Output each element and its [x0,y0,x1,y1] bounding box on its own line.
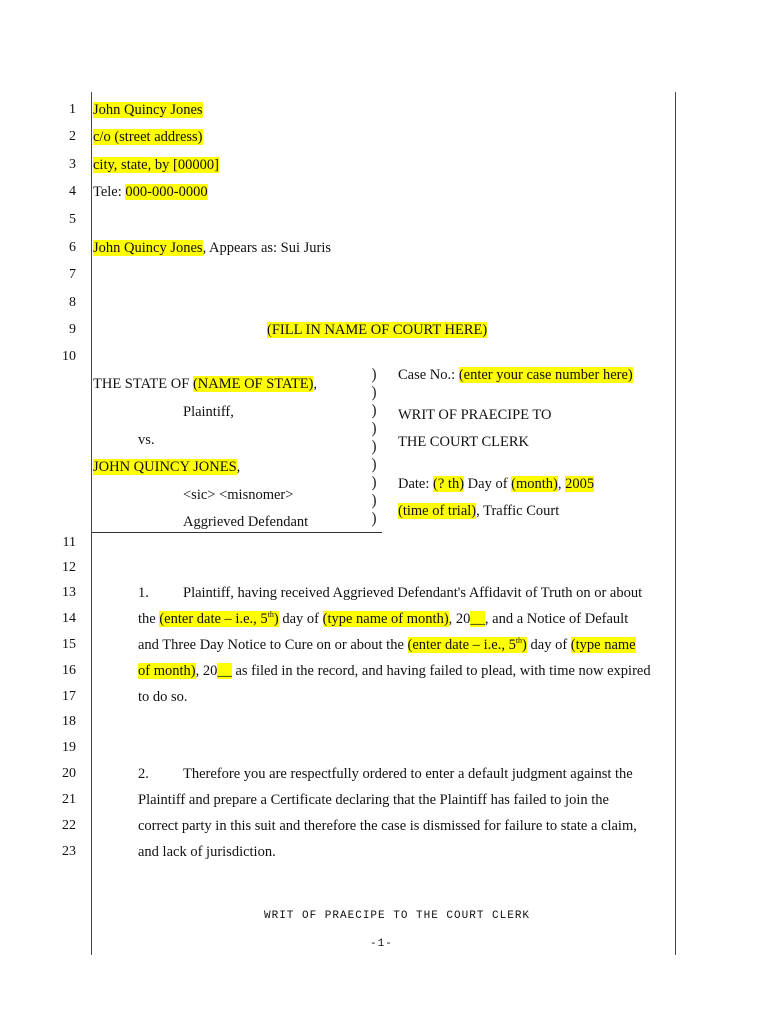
page-number: -1- [370,938,393,950]
case-number: (enter your case number here) [458,367,633,383]
line-number: 2 [69,129,76,144]
appears-line [93,239,331,257]
para2-line1: Therefore you are respectfully ordered to enter a default judgment against the [183,766,633,782]
state-prefix: THE STATE OF [93,376,193,392]
para1-month-placeholder-2b: of month) [138,663,196,679]
para1-l2-f: , 20 [448,611,471,627]
line-number: 10 [62,349,76,364]
header-city-text: city, state, by [00000] [93,157,219,173]
line-number: 12 [62,560,76,575]
para1-l3-a: and Three Day Notice to Cure on or about the [138,637,408,653]
caption-state [93,375,317,393]
state-suffix: , [313,376,318,392]
para1-year-blank-2: __ [217,663,232,679]
para1-line1: Plaintiff, having received Aggrieved Defendant's Affidavit of Truth on or about [183,585,643,601]
line-number: 20 [62,766,76,781]
line-number: 21 [62,792,76,807]
court-name-text: (FILL IN NAME OF COURT HERE) [267,322,488,338]
line-number: 1 [69,102,76,117]
header-address [93,128,203,146]
header-tel [93,183,208,201]
header-city [93,156,219,174]
caption-defendant-label: Aggrieved Defendant [183,514,309,530]
line-number: 16 [62,663,76,678]
para1-l2-sup: th [267,610,274,620]
left-margin-rule [91,92,92,955]
appears-name: John Quincy Jones [93,240,203,256]
para1-l4-d: as filed in the record, and having failed to plead, with time now expired [231,663,651,679]
trial-line [398,502,559,520]
tel-value: 000-000-0000 [125,184,208,200]
document-title-line1: WRIT OF PRAECIPE TO [398,407,552,423]
line-number: 13 [62,585,76,600]
para2-line4: and lack of jurisdiction. [138,844,276,860]
line-number: 8 [69,295,76,310]
date-line [398,475,594,493]
brace-mark: ) [371,401,378,420]
date-day: (? th) [433,476,465,492]
brace-mark: ) [371,491,378,510]
header-name [93,101,203,119]
line-number: 18 [62,714,76,729]
header-name-text: John Quincy Jones [93,102,203,118]
court-name [267,321,487,339]
brace-mark: ) [371,455,378,474]
para1-line3 [138,636,636,654]
para1-l2-d: day of [278,611,323,627]
document-title-line2: THE COURT CLERK [398,434,529,450]
para2-line3: correct party in this suit and therefore the case is dismissed for failure to state a claim, [138,818,637,834]
traffic-court: , Traffic Court [476,503,560,519]
line-number: 6 [69,240,76,255]
para1-month-placeholder: (type name of month) [322,611,449,627]
para1-l3-b: (enter date – i.e., 5 [407,637,516,653]
para1-number: 1. [138,585,149,601]
para1-l3-d: day of [526,637,571,653]
para1-month-placeholder-2a: (type name [570,637,636,653]
brace-mark: ) [371,383,378,402]
header-address-text: c/o (street address) [93,129,203,145]
caption-bottom-rule [92,532,382,533]
brace-mark: ) [371,437,378,456]
line-number: 7 [69,267,76,282]
para1-date-placeholder-2 [408,637,527,653]
caption-vs: vs. [138,432,155,448]
right-margin-rule [675,92,676,955]
tel-label: Tele: [93,184,126,200]
brace-mark: ) [371,509,378,528]
para1-line5: to do so. [138,689,188,705]
line-number: 22 [62,818,76,833]
para1-line4 [138,662,651,680]
defendant-name: JOHN QUINCY JONES [93,459,237,475]
caption-plaintiff: Plaintiff, [183,404,234,420]
para1-line2 [138,610,628,628]
para1-l2-a: the [138,611,160,627]
para1-l4-b: , 20 [195,663,218,679]
para2-line2: Plaintiff and prepare a Certificate declaring that the Plaintiff has failed to join the [138,792,609,808]
para1-l3-sup: th [515,636,523,646]
line-number: 4 [69,184,76,199]
para1-year-blank: __ [470,611,485,627]
date-dayof: Day of [464,476,512,492]
line-number: 14 [62,611,76,626]
time-of-trial: (time of trial) [398,503,477,519]
date-year: 2005 [565,476,595,492]
line-number: 3 [69,157,76,172]
case-label: Case No.: [398,367,459,383]
para1-date-placeholder [159,611,278,627]
caption-sic: <sic> <misnomer> [183,487,294,503]
case-number-line [398,366,633,384]
date-month: (month) [511,476,558,492]
line-number: 5 [69,212,76,227]
date-label: Date: [398,476,434,492]
para1-l3-c: ) [522,637,527,653]
line-number: 11 [62,535,76,550]
caption-defendant-name [93,458,240,476]
line-number: 19 [62,740,76,755]
para1-l2-b: (enter date – i.e., 5 [159,611,268,627]
line-number: 9 [69,322,76,337]
date-comma: , [557,476,566,492]
line-number: 17 [62,689,76,704]
para1-l2-h: , and a Notice of Default [484,611,629,627]
brace-mark: ) [371,419,378,438]
appears-text: , Appears as: Sui Juris [202,240,332,256]
brace-mark: ) [371,365,378,384]
line-number: 23 [62,844,76,859]
para1-l2-c: ) [273,611,279,627]
state-name: (NAME OF STATE) [192,376,314,392]
defendant-suffix: , [236,459,241,475]
line-number: 15 [62,637,76,652]
brace-mark: ) [371,473,378,492]
para2-number: 2. [138,766,149,782]
footer-title: WRIT OF PRAECIPE TO THE COURT CLERK [264,910,531,922]
